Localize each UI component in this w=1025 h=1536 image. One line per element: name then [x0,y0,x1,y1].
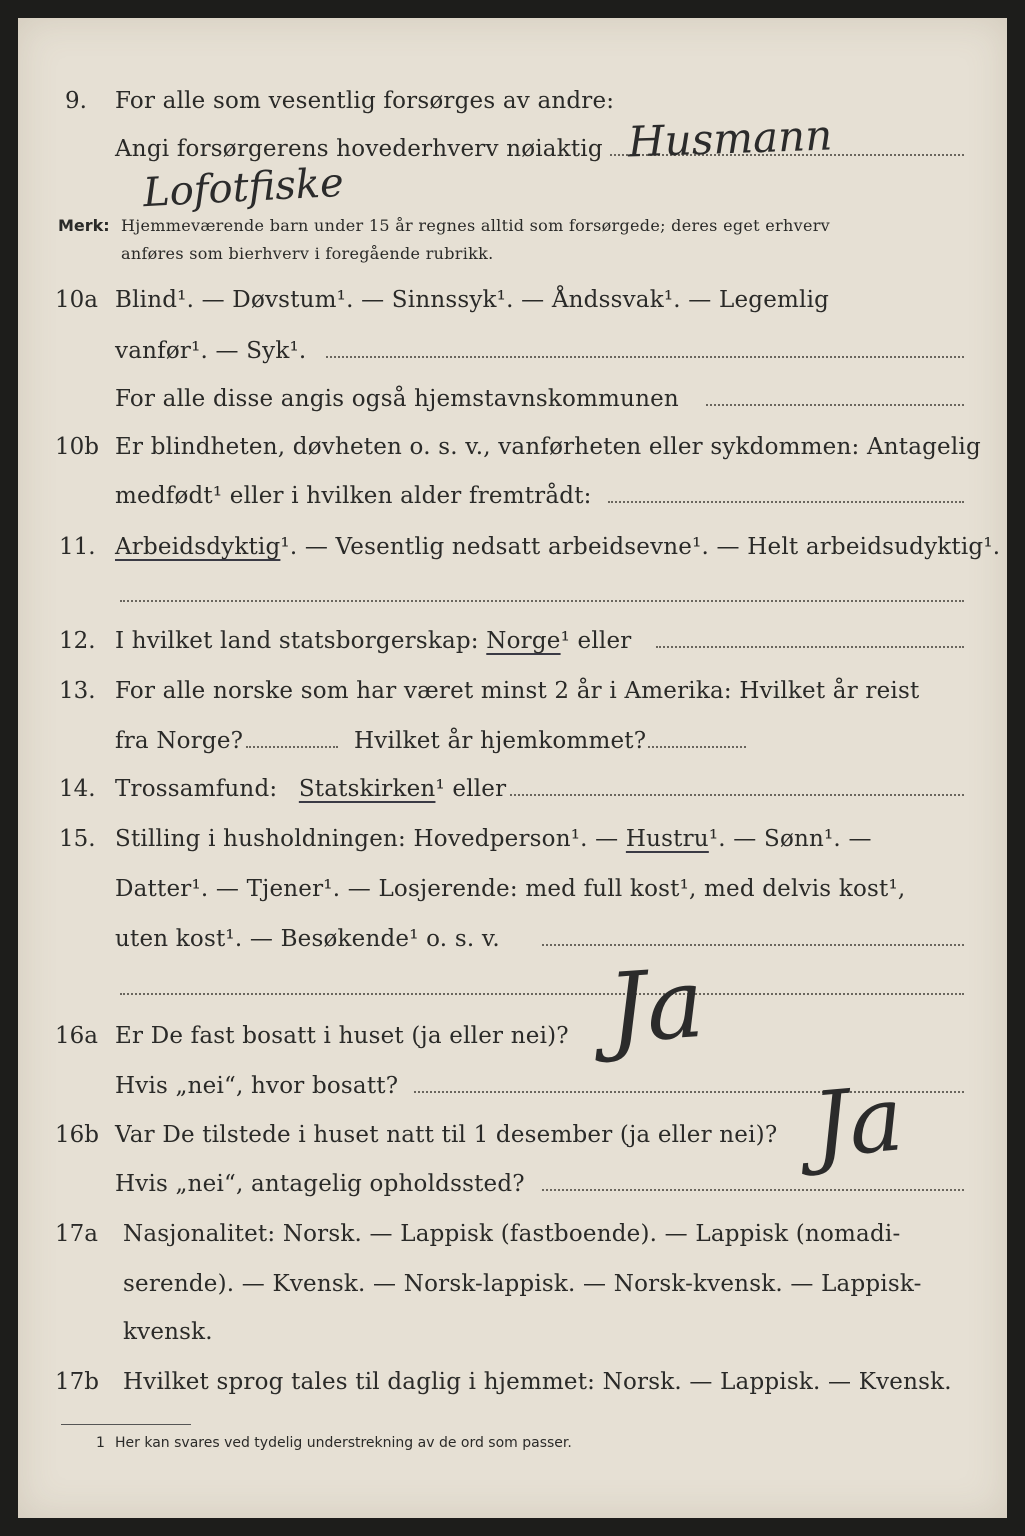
q16a-line1: Er De fast bosatt i huset (ja eller nei)? [115,1023,569,1049]
q11-line [115,536,1000,559]
q10b-number: 10b [55,434,99,460]
q14-line-pre: Trossamfund: [115,776,278,802]
q16b-line1: Var De tilstede i huset natt til 1 desember (ja eller nei)? [115,1122,778,1148]
q17b-number: 17b [55,1369,99,1395]
q17a-number: 17a [55,1221,98,1247]
q10a-line1: Blind¹. — Døvstum¹. — Sinnssyk¹. — Åndssvak¹. — Legemlig [115,287,830,313]
q12-line-post: ¹ eller [560,628,632,654]
q13-answer-line2 [648,746,746,748]
q12-answer-line [656,646,964,648]
q13-line1: For alle norske som har været minst 2 år i Amerika: Hvilket år reist [115,678,920,704]
q10b-line1: Er blindheten, døvheten o. s. v., vanførheten eller sykdommen: Antagelig [115,434,981,460]
q13-line2a: fra Norge? [115,728,244,754]
q14-option-underlined: Statskirken [298,776,436,802]
footnote-mark: 1 [96,1435,105,1451]
q10a-answer-line2 [706,404,964,406]
q9-line1: For alle som vesentlig forsørges av andre: [115,88,615,114]
q15-line1-post: ¹. — Sønn¹. — [708,826,872,852]
q11-option-underlined: Arbeidsdyktig [115,534,281,560]
q16b-answer-line [542,1189,964,1191]
q14-line [115,778,506,801]
q15-answer-line1 [542,944,964,946]
q14-number: 14. [59,776,96,802]
q14-answer-line [510,794,964,796]
q16b-number: 16b [55,1122,99,1148]
q15-option-underlined: Hustru [625,826,709,852]
q15-answer-line2 [120,993,964,995]
q10a-line2: vanfør¹. — Syk¹. [115,338,307,364]
q11-answer-line [120,600,964,602]
q10a-answer-line1 [326,356,964,358]
q16b-handwritten-answer: Ja [808,1066,908,1179]
q13-line2b: Hvilket år hjemkommet? [354,728,647,754]
merk-label: Merk: [58,216,110,235]
q17a-line2: serende). — Kvensk. — Norsk-lappisk. — Norsk-kvensk. — Lappisk- [123,1271,922,1297]
q16a-number: 16a [55,1023,98,1049]
q9-line2: Angi forsørgerens hovederhverv nøiaktig [115,136,603,162]
merk-line2: anføres som bierhverv i foregående rubrikk. [121,244,494,263]
q17a-line1: Nasjonalitet: Norsk. — Lappisk (fastboende). — Lappisk (nomadi- [123,1221,901,1247]
q16a-handwritten-answer: Ja [604,946,708,1066]
census-form-page [18,18,1007,1518]
q12-option-underlined: Norge [486,628,561,654]
q12-line [115,630,631,653]
q17a-line3: kvensk. [123,1319,213,1345]
q10b-answer-line [608,501,964,503]
q9-handwritten-answer2: Lofotfiske [141,159,345,217]
q9-number: 9. [65,88,87,114]
q15-line3: uten kost¹. — Besøkende¹ o. s. v. [115,926,500,952]
q15-line1-pre: Stilling i husholdningen: Hovedperson¹. — [115,826,619,852]
q13-number: 13. [59,678,96,704]
q16b-line2: Hvis „nei“, antagelig opholdssted? [115,1171,525,1197]
q12-line-pre: I hvilket land statsborgerskap: [115,628,479,654]
q14-line-post: ¹ eller [435,776,507,802]
q13-answer-line1 [246,746,338,748]
q11-number: 11. [59,534,96,560]
q15-line2: Datter¹. — Tjener¹. — Losjerende: med full kost¹, med delvis kost¹, [115,876,906,902]
q17b-line1: Hvilket sprog tales til daglig i hjemmet: Norsk. — Lappisk. — Kvensk. [123,1369,952,1395]
q9-handwritten-answer1: Husmann [627,110,833,167]
q11-line-rest: ¹. — Vesentlig nedsatt arbeidsevne¹. — Helt arbeidsudyktig¹. [280,534,1001,560]
q15-line1 [115,828,872,851]
q10b-line2: medfødt¹ eller i hvilken alder fremtrådt: [115,483,592,509]
q16a-line2: Hvis „nei“, hvor bosatt? [115,1073,399,1099]
merk-line1: Hjemmeværende barn under 15 år regnes alltid som forsørgede; deres eget erhverv [121,216,830,235]
q15-number: 15. [59,826,96,852]
footnote-rule [61,1424,191,1425]
footnote-text: Her kan svares ved tydelig understrekning av de ord som passer. [115,1435,572,1451]
q10a-number: 10a [55,287,98,313]
q10a-line3: For alle disse angis også hjemstavnskommunen [115,386,679,412]
q12-number: 12. [59,628,96,654]
